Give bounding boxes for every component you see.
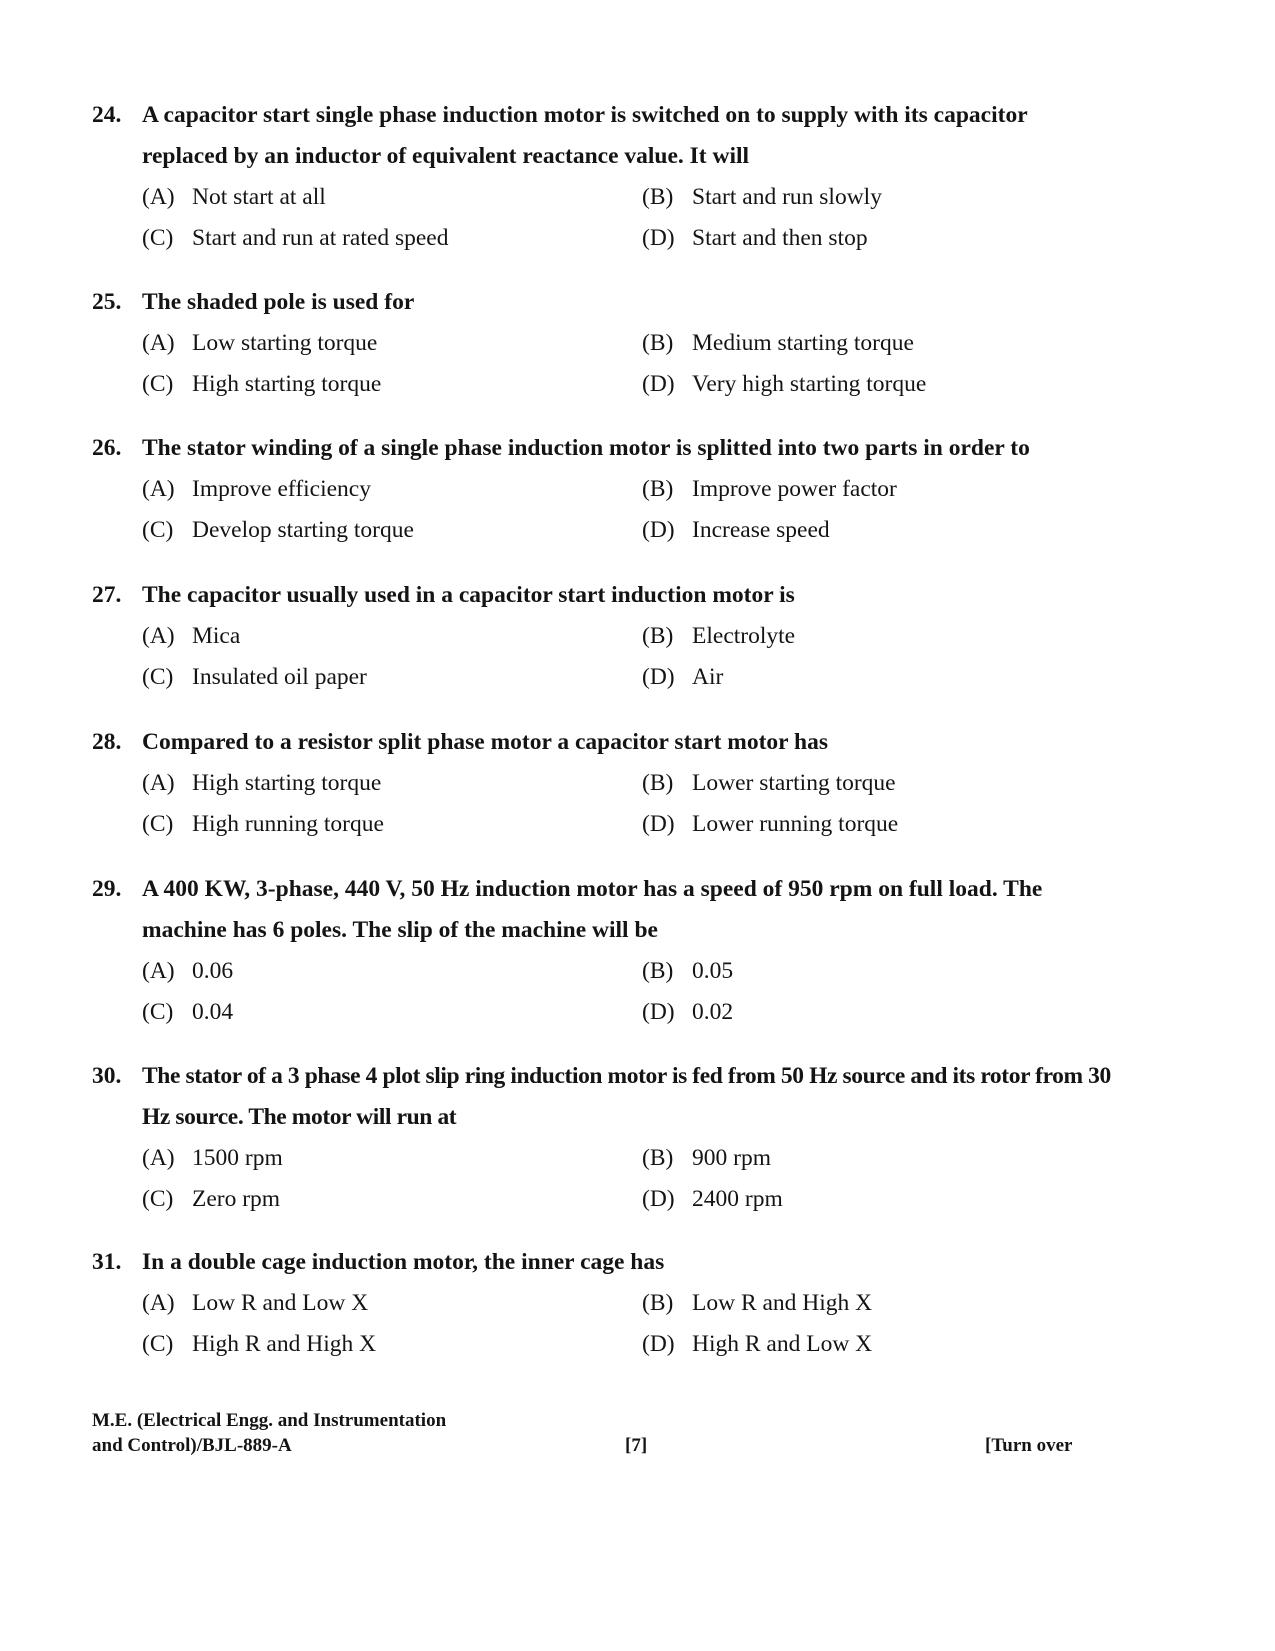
option-b [642, 1283, 1122, 1324]
question-28 [92, 722, 1112, 845]
option-text: Mica [192, 623, 241, 649]
option-d [642, 1179, 1122, 1220]
option-c [142, 1179, 642, 1220]
option-text: High R and Low X [692, 1331, 873, 1357]
option-text: Very high starting torque [692, 371, 927, 397]
option-letter: (B) [642, 1290, 674, 1316]
option-letter: (B) [642, 330, 674, 356]
option-letter: (C) [142, 811, 174, 837]
option-letter: (C) [142, 225, 174, 251]
option-text: Start and run at rated speed [192, 225, 449, 251]
option-letter: (D) [642, 664, 675, 690]
option-text: Low R and Low X [192, 1290, 369, 1316]
question-text: A 400 KW, 3-phase, 440 V, 50 Hz induction motor has a speed of 950 rpm on full load. The machine has 6 poles. The slip of the machine will be [142, 876, 1043, 943]
option-text: Zero rpm [192, 1186, 281, 1212]
option-letter: (C) [142, 664, 174, 690]
option-text: Electrolyte [692, 623, 796, 649]
footer-course-code [92, 1408, 446, 1458]
question-number: 31. [92, 1249, 122, 1275]
option-letter: (B) [642, 184, 674, 210]
option-text: Develop starting torque [192, 517, 414, 543]
option-b [642, 951, 1122, 992]
question-text: In a double cage induction motor, the inner cage has [142, 1249, 665, 1275]
question-number: 30. [92, 1063, 122, 1089]
option-letter: (D) [642, 1186, 675, 1212]
turn-over-note: [Turn over [985, 1435, 1073, 1456]
question-number: 25. [92, 289, 122, 315]
option-text: 0.06 [192, 958, 234, 984]
question-24 [92, 95, 1112, 259]
option-text: Improve power factor [692, 476, 897, 502]
option-letter: (D) [642, 517, 675, 543]
question-text: The shaded pole is used for [142, 289, 415, 315]
footer-course-line1: M.E. (Electrical Engg. and Instrumentation [92, 1410, 447, 1431]
option-letter: (A) [142, 184, 175, 210]
option-text: Improve efficiency [192, 476, 371, 502]
option-letter: (C) [142, 371, 174, 397]
option-a [142, 1138, 642, 1179]
option-b [642, 323, 1122, 364]
option-c [142, 992, 642, 1033]
option-text: Start and then stop [692, 225, 868, 251]
option-text: High R and High X [192, 1331, 377, 1357]
option-text: 0.04 [192, 999, 234, 1025]
option-letter: (B) [642, 770, 674, 796]
option-c [142, 364, 642, 405]
option-letter: (B) [642, 1145, 674, 1171]
option-letter: (D) [642, 225, 675, 251]
footer-course-line2: and Control)/BJL-889-A [92, 1435, 292, 1456]
option-a [142, 177, 642, 218]
option-b [642, 177, 1122, 218]
option-d [642, 804, 1122, 845]
option-d [642, 364, 1122, 405]
question-25 [92, 282, 1112, 405]
question-text: Compared to a resistor split phase motor a capacitor start motor has [142, 729, 829, 755]
option-b [642, 763, 1122, 804]
option-text: Start and run slowly [692, 184, 882, 210]
option-text: 900 rpm [692, 1145, 771, 1171]
option-letter: (D) [642, 371, 675, 397]
option-text: 1500 rpm [192, 1145, 283, 1171]
option-letter: (D) [642, 1331, 675, 1357]
option-b [642, 616, 1122, 657]
option-text: Air [692, 664, 724, 690]
option-letter: (A) [142, 958, 175, 984]
question-29 [92, 869, 1112, 1033]
option-letter: (C) [142, 1186, 174, 1212]
option-letter: (C) [142, 517, 174, 543]
option-c [142, 657, 642, 698]
option-letter: (A) [142, 1145, 175, 1171]
option-letter: (A) [142, 623, 175, 649]
question-text: A capacitor start single phase induction motor is switched on to supply with its capacitor replaced by an inductor of equivalent reactance value. It will [142, 102, 1028, 169]
question-27 [92, 575, 1112, 698]
option-c [142, 510, 642, 551]
option-text: Low R and High X [692, 1290, 873, 1316]
option-letter: (D) [642, 999, 675, 1025]
option-letter: (A) [142, 330, 175, 356]
option-d [642, 1324, 1122, 1365]
option-text: 0.05 [692, 958, 734, 984]
option-text: Increase speed [692, 517, 830, 543]
option-b [642, 469, 1122, 510]
option-c [142, 1324, 642, 1365]
question-text: The capacitor usually used in a capacitor start induction motor is [142, 582, 795, 608]
option-d [642, 992, 1122, 1033]
option-text: Low starting torque [192, 330, 378, 356]
page-number: [7] [625, 1435, 648, 1456]
option-text: 2400 rpm [692, 1186, 783, 1212]
question-number: 24. [92, 102, 122, 128]
option-a [142, 469, 642, 510]
option-d [642, 657, 1122, 698]
option-a [142, 1283, 642, 1324]
option-text: Insulated oil paper [192, 664, 367, 690]
option-b [642, 1138, 1122, 1179]
question-text: The stator of a 3 phase 4 plot slip ring induction motor is fed from 50 Hz source and its rotor from 30 Hz source. The motor will run at [142, 1063, 1111, 1130]
option-a [142, 763, 642, 804]
option-a [142, 951, 642, 992]
option-letter: (A) [142, 476, 175, 502]
option-letter: (A) [142, 770, 175, 796]
option-letter: (B) [642, 958, 674, 984]
option-text: 0.02 [692, 999, 734, 1025]
option-text: Lower starting torque [692, 770, 896, 796]
option-letter: (D) [642, 811, 675, 837]
question-26 [92, 428, 1112, 551]
option-text: Lower running torque [692, 811, 899, 837]
option-a [142, 616, 642, 657]
option-text: High running torque [192, 811, 384, 837]
option-text: Not start at all [192, 184, 326, 210]
question-30 [92, 1056, 1112, 1220]
option-letter: (B) [642, 623, 674, 649]
option-letter: (B) [642, 476, 674, 502]
option-text: High starting torque [192, 371, 382, 397]
question-text: The stator winding of a single phase induction motor is splitted into two parts in order to [142, 435, 1030, 461]
question-31 [92, 1242, 1112, 1365]
option-d [642, 218, 1122, 259]
option-text: Medium starting torque [692, 330, 914, 356]
option-text: High starting torque [192, 770, 382, 796]
question-number: 29. [92, 876, 122, 902]
option-c [142, 804, 642, 845]
question-number: 26. [92, 435, 122, 461]
option-c [142, 218, 642, 259]
option-letter: (C) [142, 1331, 174, 1357]
question-number: 28. [92, 729, 122, 755]
option-a [142, 323, 642, 364]
option-letter: (A) [142, 1290, 175, 1316]
question-number: 27. [92, 582, 122, 608]
option-d [642, 510, 1122, 551]
option-letter: (C) [142, 999, 174, 1025]
